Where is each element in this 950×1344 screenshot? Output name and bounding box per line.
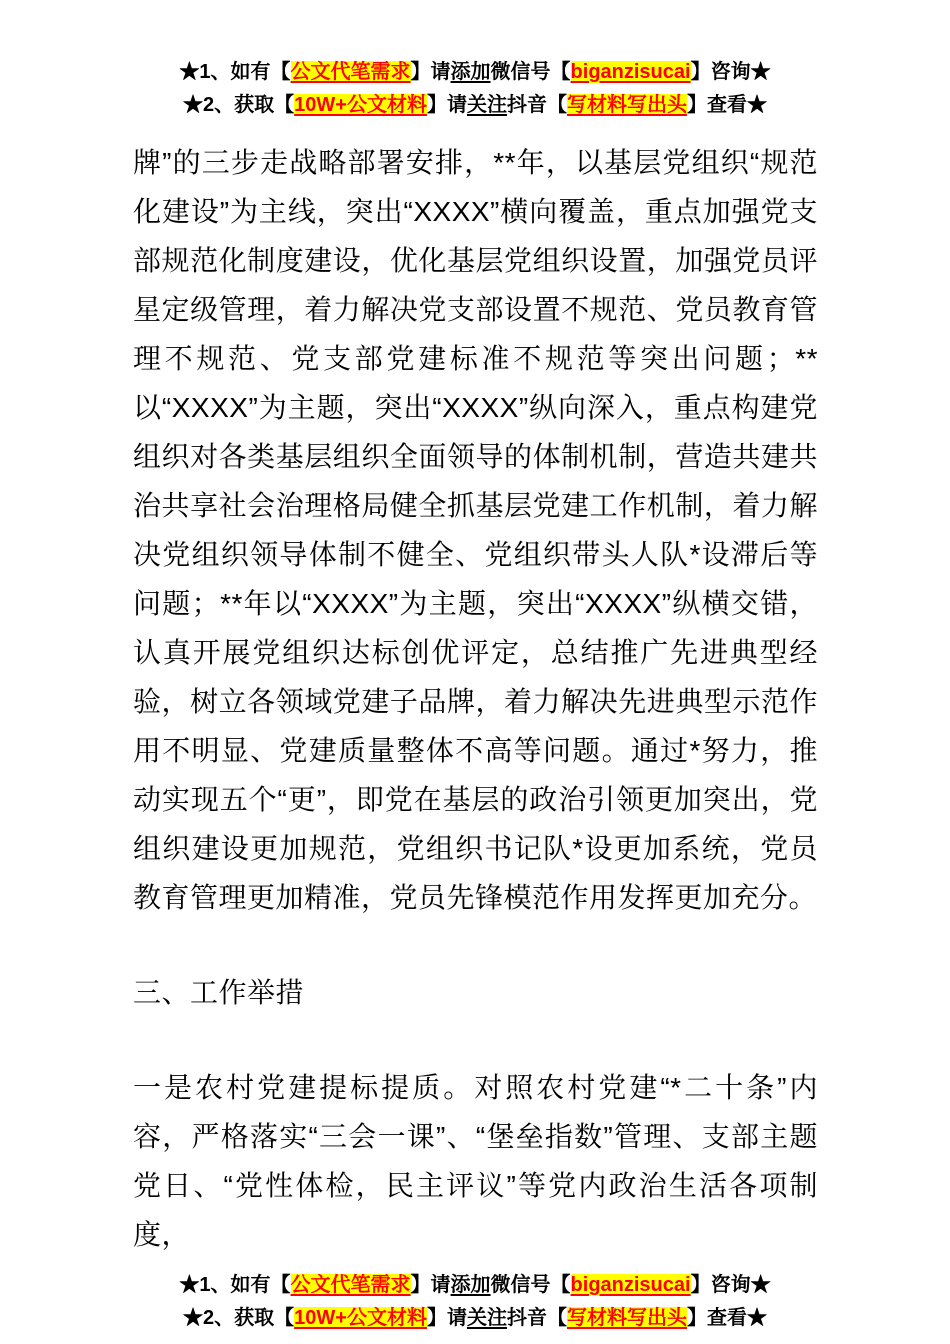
promo-mid: 】请 <box>426 1307 467 1329</box>
promo-line-2 <box>0 89 950 122</box>
promo-highlight-douyin-name: 写材料写出头 <box>566 1307 687 1329</box>
section-heading: 三、工作举措 <box>133 977 305 1008</box>
promo-mid: 】请 <box>410 1274 451 1296</box>
promo-prefix: ★2、获取【 <box>183 1307 295 1329</box>
promo-underlined-follow: 关注 <box>466 1307 507 1329</box>
promo-highlight-douyin-name: 写材料写出头 <box>566 94 687 116</box>
promo-highlight-materials: 10W+公文材料 <box>294 1307 427 1329</box>
promo-highlight-materials: 10W+公文材料 <box>294 94 427 116</box>
promo-highlight-service: 公文代笔需求 <box>290 61 411 83</box>
promo-mid2: 微信号【 <box>490 61 571 83</box>
promo-highlight-wechat-id: biganzisucai <box>570 1274 691 1296</box>
promo-highlight-wechat-id: biganzisucai <box>570 61 691 83</box>
promo-mid2: 抖音【 <box>506 1307 567 1329</box>
promo-line-1 <box>0 56 950 89</box>
promo-prefix: ★2、获取【 <box>183 94 295 116</box>
promo-underlined-add: 添加 <box>450 1274 491 1296</box>
document-body <box>133 138 818 1259</box>
promo-footer <box>0 1269 950 1335</box>
promo-underlined-add: 添加 <box>450 61 491 83</box>
promo-prefix: ★1、如有【 <box>179 61 291 83</box>
promo-mid2: 微信号【 <box>490 1274 571 1296</box>
promo-suffix: 】咨询★ <box>690 61 771 83</box>
paragraph-measures: 一是农村党建提标提质。对照农村党建“*二十条”内容，严格落实“三会一课”、“堡垒指数”管理、支部主题党日、“党性体检，民主评议”等党内政治生活各项制度， <box>133 1072 818 1250</box>
promo-highlight-service: 公文代笔需求 <box>290 1274 411 1296</box>
promo-suffix: 】咨询★ <box>690 1274 771 1296</box>
promo-header <box>0 0 950 122</box>
promo-suffix: 】查看★ <box>686 94 767 116</box>
promo-line-1 <box>0 1269 950 1302</box>
promo-mid2: 抖音【 <box>506 94 567 116</box>
promo-line-2 <box>0 1302 950 1335</box>
paragraph-continuation: 牌”的三步走战略部署安排，**年，以基层党组织“规范化建设”为主线，突出“XXXX”横向覆盖，重点加强党支部规范化制度建设，优化基层党组织设置，加强党员评星定级管理，着力解决党支部设置不规范、党员教育管理不规范、党支部党建标准不规范等突出问题；**以“XXXX”为主题，突出“XXXX”纵向深入，重点构建党组织对各类基层组织全面领导的体制机制，营造共建共治共享社会治理格局健全抓基层党建工作机制，着力解决党组织领导体制不健全、党组织带头人队*设滞后等问题；**年以“XXXX”为主题，突出“XXXX”纵横交错，认真开展党组织达标创优评定，总结推广先进典型经验，树立各领域党建子品牌，着力解决先进典型示范作用不明显、党建质量整体不高等问题。通过*努力，推动实现五个“更”，即党在基层的政治引领更加突出，党组织建设更加规范，党组织书记队*设更加系统，党员教育管理更加精准，党员先锋模范作用发挥更加充分。 <box>133 147 818 913</box>
promo-suffix: 】查看★ <box>686 1307 767 1329</box>
promo-mid: 】请 <box>426 94 467 116</box>
promo-mid: 】请 <box>410 61 451 83</box>
promo-prefix: ★1、如有【 <box>179 1274 291 1296</box>
promo-underlined-follow: 关注 <box>466 94 507 116</box>
